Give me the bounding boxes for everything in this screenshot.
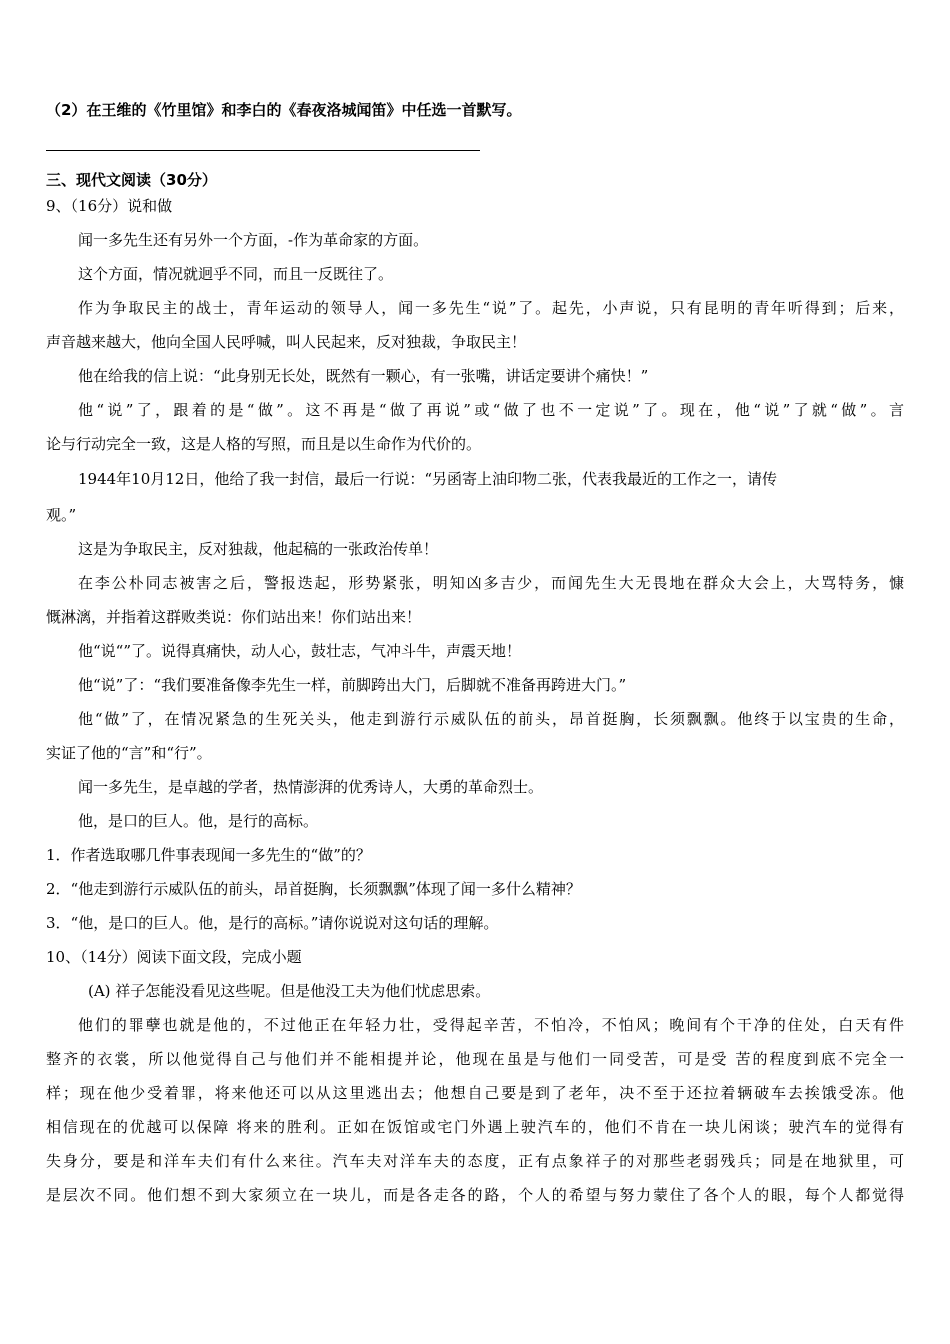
q10-header: 10、（14分）阅读下面文段，完成小题 xyxy=(46,948,302,966)
q9-header: 9、（16分）说和做 xyxy=(46,197,173,215)
q8-part2-prompt: （2）在王维的《竹里馆》和李白的《春夜洛城闻笛》中任选一首默写。 xyxy=(46,101,522,119)
q9-paragraph: 他在给我的信上说：“此身别无长处，既然有一颗心，有一张嘴，讲话定要讲个痛快！” xyxy=(78,367,649,385)
q9-paragraph: 闻一多先生还有另外一个方面，-作为革命家的方面。 xyxy=(78,231,429,249)
q9-paragraph: 1944年10月12日，他给了我一封信，最后一行说：“另函寄上油印物二张，代表我最近的工作之一，请传 xyxy=(78,470,778,488)
q10-passage-line: 样；现在他少受着罪，将来他还可以从这里逃出去；他想自己要是到了老年，决不至于还拉着辆破车去挨饿受冻。他 xyxy=(46,1084,904,1102)
q9-paragraph: 在李公朴同志被害之后，警报迭起，形势紧张，明知凶多吉少，而闻先生大无畏地在群众大会上，大骂特务，慷 xyxy=(78,574,904,592)
q9-paragraph: 观。” xyxy=(46,506,77,524)
q9-paragraph: 论与行动完全一致，这是人格的写照，而且是以生命作为代价的。 xyxy=(46,435,482,453)
q10-passage-line: 他们的罪孽也就是他的，不过他正在年轻力壮，受得起辛苦，不怕冷，不怕风；晚间有个干净的住处，白天有件 xyxy=(78,1016,904,1034)
q9-paragraph: 他，是口的巨人。他，是行的高标。 xyxy=(78,812,319,830)
q9-paragraph: 实证了他的“言”和“行”。 xyxy=(46,744,212,762)
q10-passage-line: (A) 祥子怎能没看见这些呢。但是他没工夫为他们忧虑思索。 xyxy=(88,982,491,1000)
q9-paragraph: 他“说”了，跟着的是“做”。这不再是“做了再说”或“做了也不一定说”了。现在，他“说”了就“做”。言 xyxy=(78,401,904,419)
q9-paragraph: 他“说“”了。说得真痛快，动人心，鼓壮志，气冲斗牛，声震天地！ xyxy=(78,642,522,660)
q9-question-1: 1．作者选取哪几件事表现闻一多先生的“做”的？ xyxy=(46,846,371,864)
q9-question-3: 3．“他，是口的巨人。他，是行的高标。”请你说说对这句话的理解。 xyxy=(46,914,499,932)
q9-paragraph: 他“说”了：“我们要准备像李先生一样，前脚跨出大门，后脚就不准备再跨进大门。” xyxy=(78,676,627,694)
q10-passage-line: 相信现在的优越可以保障 将来的胜利。正如在饭馆或宅门外遇上驶汽车的，他们不肯在一块儿闲谈；驶汽车的觉得有 xyxy=(46,1118,904,1136)
answer-blank-line xyxy=(46,150,480,151)
q10-passage-line: 失身分，要是和洋车夫们有什么来往。汽车夫对洋车夫的态度，正有点象祥子的对那些老弱残兵；同是在地狱里，可 xyxy=(46,1152,904,1170)
section3-title: 三、现代文阅读（30分） xyxy=(46,171,217,189)
q10-passage-line: 是层次不同。他们想不到大家须立在一块儿，而是各走各的路，个人的希望与努力蒙住了各个人的眼，每个人都觉得 xyxy=(46,1186,904,1204)
q9-paragraph: 声音越来越大，他向全国人民呼喊，叫人民起来，反对独裁，争取民主！ xyxy=(46,333,527,351)
q9-paragraph: 闻一多先生，是卓越的学者，热情澎湃的优秀诗人，大勇的革命烈士。 xyxy=(78,778,544,796)
q9-question-2: 2．“他走到游行示威队伍的前头，昂首挺胸，长须飘飘”体现了闻一多什么精神？ xyxy=(46,880,581,898)
q9-paragraph: 他“做”了，在情况紧急的生死关头，他走到游行示威队伍的前头，昂首挺胸，长须飘飘。他终于以宝贵的生命， xyxy=(78,710,904,728)
q9-paragraph: 作为争取民主的战士，青年运动的领导人，闻一多先生“说”了。起先，小声说，只有昆明的青年听得到；后来， xyxy=(78,299,904,317)
q9-paragraph: 慨淋漓，并指着这群败类说：你们站出来！你们站出来！ xyxy=(46,608,422,626)
q9-paragraph: 这是为争取民主，反对独裁，他起稿的一张政治传单！ xyxy=(78,540,439,558)
q9-paragraph: 这个方面，情况就迥乎不同，而且一反既往了。 xyxy=(78,265,394,283)
q10-passage-line: 整齐的衣裳，所以他觉得自己与他们并不能相提并论，他现在虽是与他们一同受苦，可是受 苦的程度到底不完全一 xyxy=(46,1050,904,1068)
